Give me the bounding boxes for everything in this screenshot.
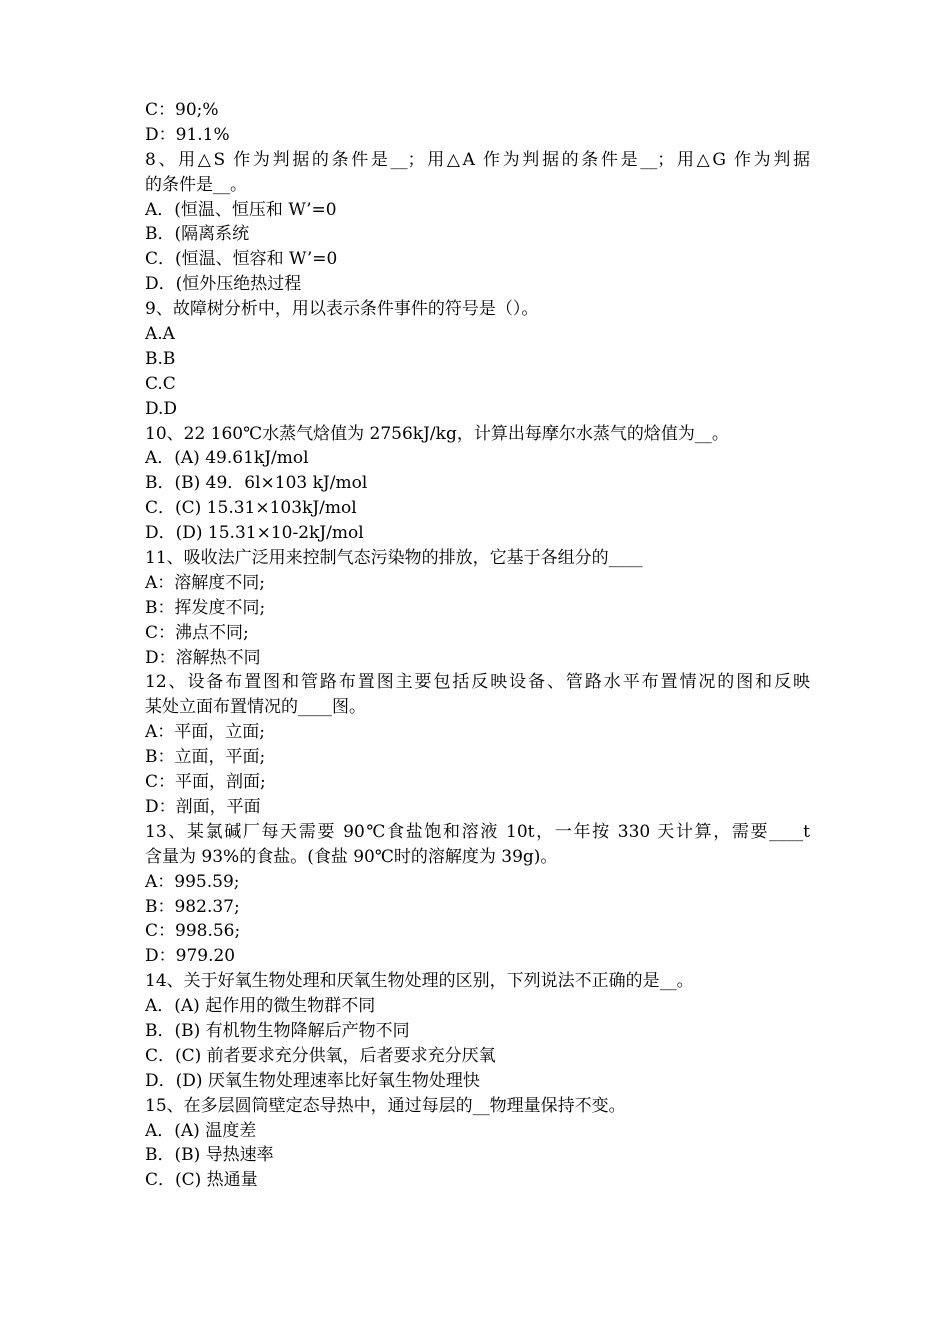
option-a-q10: A．(A) 49.61kJ/mol [145, 448, 309, 469]
question-12 [145, 670, 810, 720]
option-d-q12: D：剖面，平面 [145, 796, 261, 817]
option-d-q11: D：溶解热不同 [145, 647, 261, 668]
question-13-text-line-2: 含量为 93%的食盐。(食盐 90℃时的溶解度为 39g)。 [145, 846, 558, 867]
question-8-text-line-1: 8、用△S 作为判据的条件是__；用△A 作为判据的条件是__；用△G 作为判据 [145, 149, 810, 170]
option-a-q8: A．(恒温、恒压和 W’=0 [145, 199, 337, 220]
option-d-q14: D．(D) 厌氧生物处理速率比好氧生物处理快 [145, 1070, 480, 1091]
option-b-q9: B.B [145, 348, 176, 369]
option-a-q15: A．(A) 温度差 [145, 1120, 257, 1141]
option-a-q13: A：995.59; [145, 871, 240, 892]
option-c-q14: C．(C) 前者要求充分供氧，后者要求充分厌氧 [145, 1045, 496, 1066]
option-a-q12: A：平面，立面; [145, 722, 266, 743]
question-13-text-line-1: 13、某氯碱厂每天需要 90℃食盐饱和溶液 10t，一年按 330 天计算，需要____t [145, 821, 810, 842]
option-b-q8: B．(隔离系统 [145, 224, 250, 245]
option-a-q9: A.A [145, 324, 175, 345]
option-d-q7: D：91.1% [145, 124, 230, 145]
option-b-q14: B．(B) 有机物生物降解后产物不同 [145, 1020, 410, 1041]
question-11-text: 11、吸收法广泛用来控制气态污染物的排放，它基于各组分的____ [145, 548, 643, 569]
option-c-q11: C：沸点不同; [145, 622, 249, 643]
option-b-q13: B：982.37; [145, 896, 240, 917]
option-d-q8: D．(恒外压绝热过程 [145, 274, 302, 295]
option-c-q8: C．(恒温、恒容和 W’=0 [145, 249, 338, 270]
question-15-text: 15、在多层圆筒壁定态导热中，通过每层的__物理量保持不变。 [145, 1095, 626, 1116]
option-c-q9: C.C [145, 373, 176, 394]
question-8-text-line-2: 的条件是__。 [145, 174, 247, 195]
question-14-text: 14、关于好氧生物处理和厌氧生物处理的区别，下列说法不正确的是__。 [145, 971, 694, 992]
option-a-q11: A：溶解度不同; [145, 572, 266, 593]
option-c-q10: C．(C) 15.31×103kJ/mol [145, 498, 357, 519]
question-8 [145, 148, 810, 198]
question-10-text: 10、22 160℃水蒸气焓值为 2756kJ/kg，计算出每摩尔水蒸气的焓值为__。 [145, 423, 729, 444]
option-c-q7: C：90;% [145, 100, 219, 120]
option-d-q9: D.D [145, 398, 178, 419]
option-b-q11: B：挥发度不同; [145, 597, 266, 618]
question-9-text: 9、故障树分析中，用以表示条件事件的符号是（）。 [145, 299, 539, 320]
option-c-q12: C：平面，剖面; [145, 772, 266, 793]
option-a-q14: A．(A) 起作用的微生物群不同 [145, 996, 376, 1017]
option-c-q15: C．(C) 热通量 [145, 1170, 258, 1191]
question-12-text-line-2: 某处立面布置情况的____图。 [145, 697, 366, 718]
option-c-q13: C：998.56; [145, 921, 241, 942]
option-b-q10: B．(B) 49．6l×103 kJ/mol [145, 473, 368, 494]
document-page [145, 98, 810, 1193]
question-13 [145, 820, 810, 870]
option-b-q15: B．(B) 导热速率 [145, 1145, 274, 1166]
option-d-q13: D：979.20 [145, 946, 236, 967]
option-b-q12: B：立面，平面; [145, 747, 266, 768]
question-12-text-line-1: 12、设备布置图和管路布置图主要包括反映设备、管路水平布置情况的图和反映 [145, 672, 810, 693]
option-d-q10: D．(D) 15.31×10-2kJ/mol [145, 523, 364, 544]
